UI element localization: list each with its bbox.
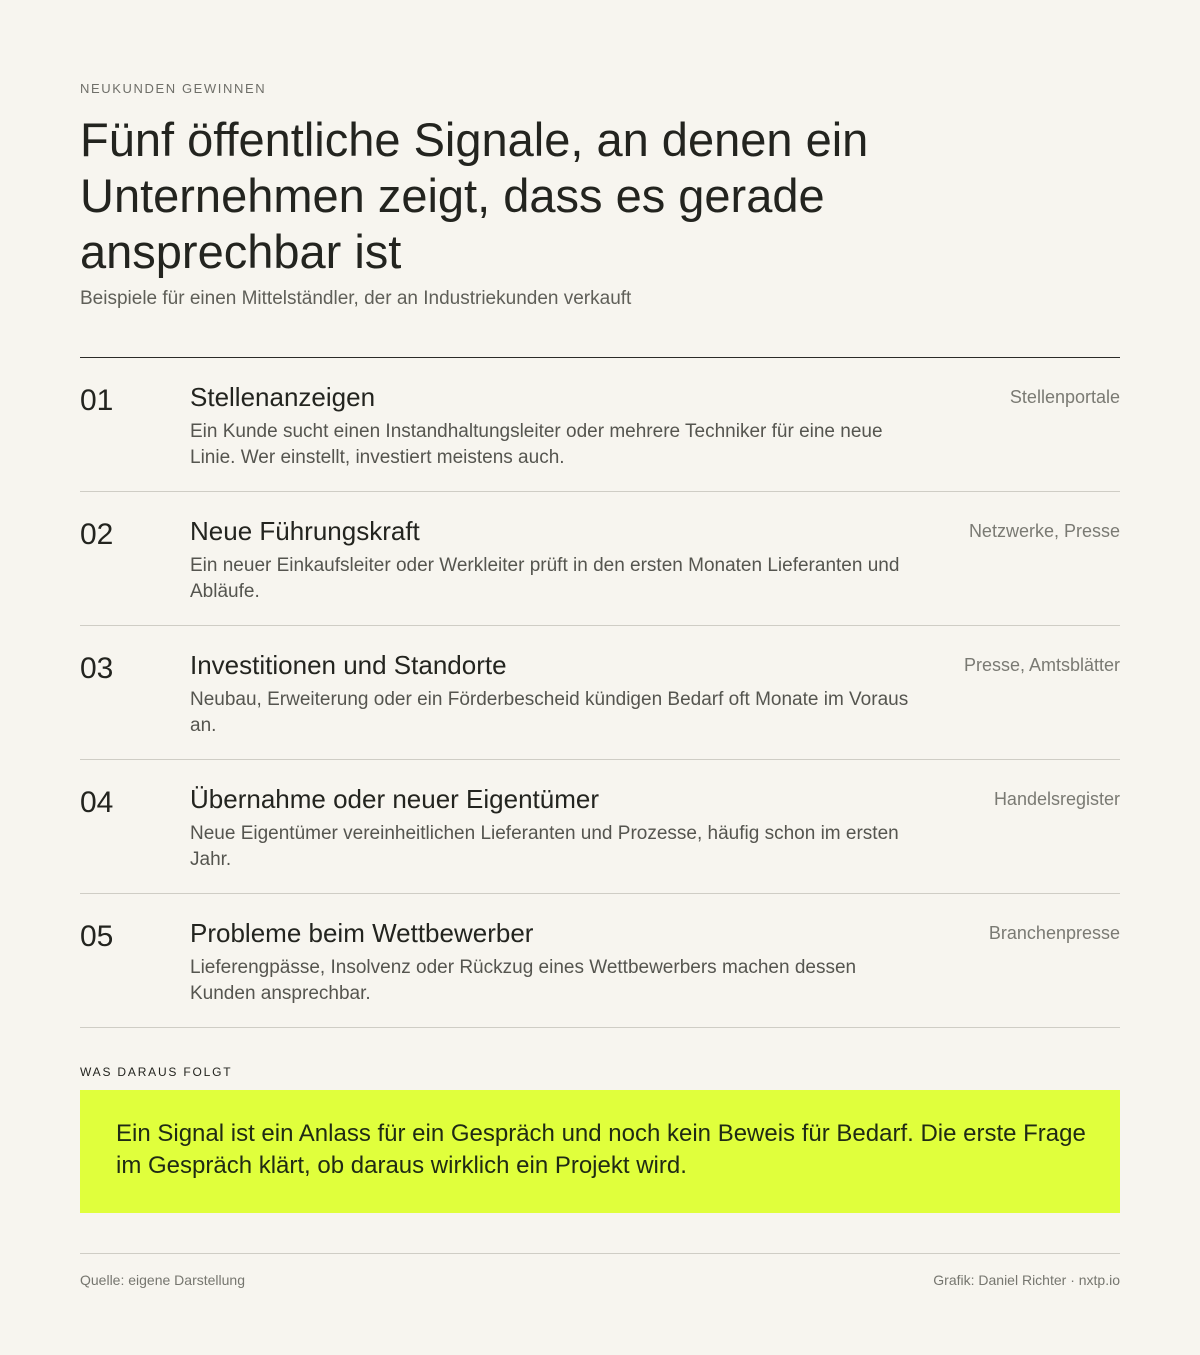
footer-source: Quelle: eigene Darstellung [80,1272,245,1288]
signal-description: Ein neuer Einkaufsleiter oder Werkleiter prüft in den ersten Monaten Lieferanten und Abläufe. [190,555,900,602]
signal-source: Presse, Amtsblätter [963,655,1120,675]
signal-source: Stellenportale [1009,387,1120,407]
footer-divider [80,1253,1120,1254]
signal-number: 03 [80,652,114,685]
signal-description: Neubau, Erweiterung oder ein Förderbescheid kündigen Bedarf oft Monate im Voraus an. [190,689,909,736]
footer-credit: Grafik: Daniel Richter · nxtp.io [933,1272,1120,1288]
signal-description: Neue Eigentümer vereinheitlichen Lieferanten und Prozesse, häufig schon im ersten Jahr. [190,823,899,870]
signal-title: Stellenanzeigen [190,382,376,412]
signal-row [80,894,1120,1028]
signal-row [80,760,1120,894]
signal-title: Übernahme oder neuer Eigentümer [190,784,600,814]
signal-number: 04 [80,786,114,819]
signal-number: 02 [80,518,114,551]
page-title: Fünf öffentliche Signale, an denen ein Unternehmen zeigt, dass es gerade ansprechbar ist [80,113,869,278]
signal-row [80,626,1120,760]
conclusion-callout [80,1090,1120,1213]
signal-row [80,492,1120,626]
signal-title: Investitionen und Standorte [190,650,507,680]
signal-number: 05 [80,920,114,953]
signal-description: Ein Kunde sucht einen Instandhaltungsleiter oder mehrere Techniker für eine neue Linie. Wer einstellt, investiert meistens auch. [190,421,883,468]
signal-row [80,358,1120,492]
signal-description: Lieferengpässe, Insolvenz oder Rückzug eines Wettbewerbers machen dessen Kunden ansprechbar. [190,957,857,1004]
signal-list [80,357,1120,1028]
page-subtitle: Beispiele für einen Mittelständler, der an Industriekunden verkauft [80,288,632,309]
eyebrow-label: NEUKUNDEN GEWINNEN [80,81,267,96]
signal-number: 01 [80,384,114,417]
conclusion-text: Ein Signal ist ein Anlass für ein Gespräch und noch kein Beweis für Bedarf. Die erste Frage im Gespräch klärt, ob daraus wirklich ein Projekt wird. [116,1120,1086,1179]
signal-title: Probleme beim Wettbewerber [190,918,534,948]
signal-source: Branchenpresse [988,923,1120,943]
signal-title: Neue Führungskraft [190,516,420,546]
conclusion-label: WAS DARAUS FOLGT [80,1065,233,1079]
signal-source: Netzwerke, Presse [968,521,1120,541]
signal-source: Handelsregister [993,789,1120,809]
